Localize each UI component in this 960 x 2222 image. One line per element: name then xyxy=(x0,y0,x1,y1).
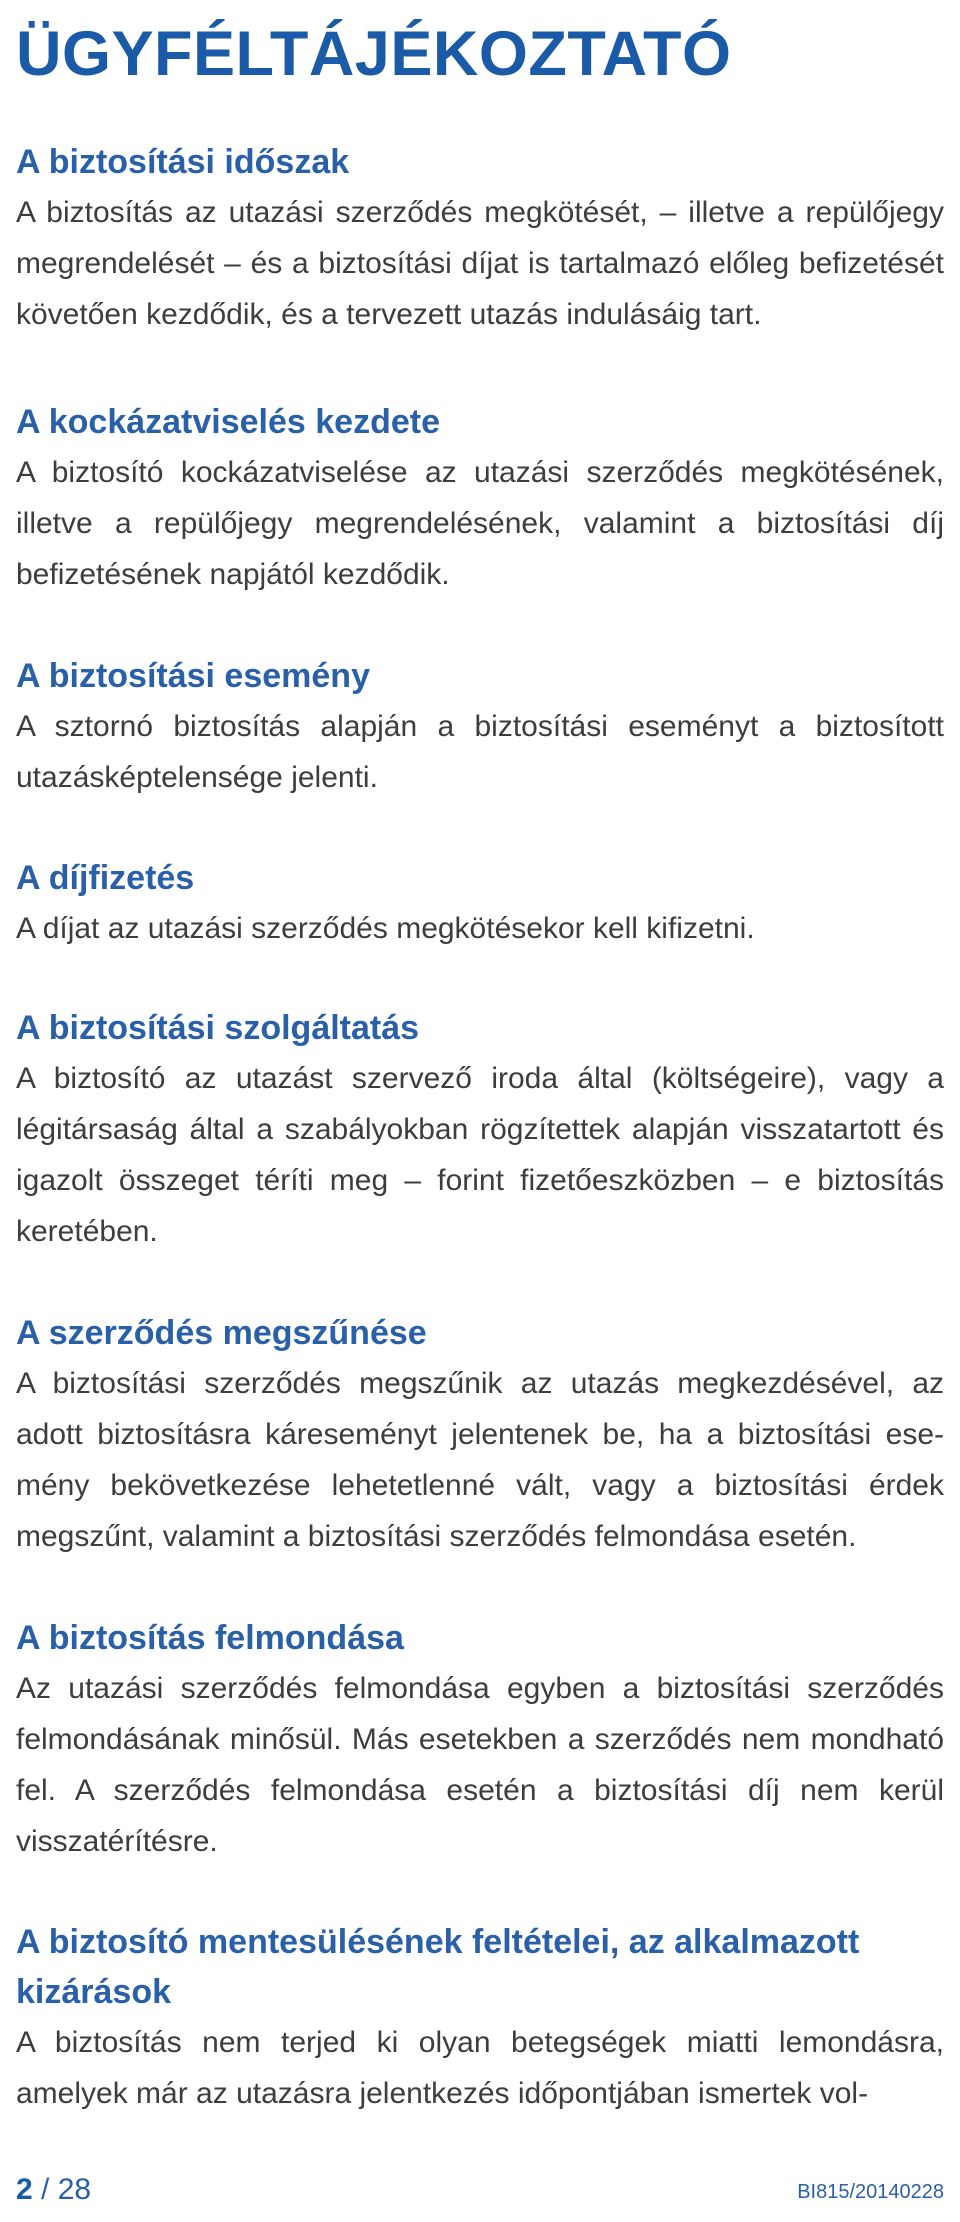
section-body: A biztosítás nem terjed ki olyan betegségek miatti lemondásra, amelyek már az utazásra jelentkezés időpontjában ismertek vol- xyxy=(16,2026,944,2110)
page-number-current: 2 xyxy=(16,2173,33,2206)
section-heading: A biztosítás felmondása xyxy=(16,1619,404,1657)
section-biztositasi-esemeny xyxy=(16,651,944,803)
document-code: BI815/20140228 xyxy=(797,2181,944,2203)
section-szerzodes-megszunese xyxy=(16,1308,944,1562)
page-footer xyxy=(0,2170,960,2210)
section-body: A biztosító kockázatviselése az utazási szerződés megkötésének, illetve a repülőjegy megrendelésének, valamint a biztosítási díj befizetésének napjától kezdődik. xyxy=(16,456,944,591)
page-number-separator: / xyxy=(32,2173,58,2206)
section-kockazatviseles-kezdete xyxy=(16,397,944,600)
section-body: A díjat az utazási szerződés megkötésekor kell kifizetni. xyxy=(16,912,755,945)
section-heading: A biztosítási szolgáltatás xyxy=(16,1009,420,1047)
section-heading: A biztosítási időszak xyxy=(16,143,350,181)
section-body: A sztornó biztosítás alapján a biztosítási eseményt a biztosított utazásképtelensége jelenti. xyxy=(16,710,944,794)
section-heading: A biztosító mentesülésének feltételei, az alkalmazott kizárások xyxy=(16,1923,860,2011)
page-title: ÜGYFÉLTÁJÉKOZTATÓ xyxy=(16,19,732,89)
section-biztositasi-szolgaltatas xyxy=(16,1003,944,1257)
section-heading: A díjfizetés xyxy=(16,859,195,897)
page-number xyxy=(16,2170,91,2210)
section-heading: A szerződés megszűnése xyxy=(16,1314,427,1352)
section-heading: A biztosítási esemény xyxy=(16,657,370,695)
section-body: A biztosítási szerződés megszűnik az utazás megkezdésével, az adott biztosításra káreseményt jelentenek be, ha a biztosítási esemény bekövetkezése lehetetlenné vált, vagy a biztosítási érdek megszűnt, valamint a biztosítási szerződés felmondása esetén. xyxy=(16,1367,944,1553)
section-heading: A kockázatviselés kezdete xyxy=(16,403,440,441)
section-body: Az utazási szerződés felmondása egyben a biztosítási szerződés felmondásának minősül. Más esetekben a szerződés nem mondható fel. A szerződés felmondása esetén a biztosítási díj nem kerül visszatérítésre. xyxy=(16,1672,944,1858)
section-body: A biztosítás az utazási szerződés megkötését, – illetve a repülőjegy megrendelését – és a biztosítási díjat is tartalmazó előleg befizetését követően kezdődik, és a tervezett utazás indulásáig tart. xyxy=(16,196,944,331)
section-biztositas-felmondasa xyxy=(16,1613,944,1867)
page-number-total: 28 xyxy=(57,2173,92,2206)
section-dijfizetes xyxy=(16,853,944,954)
section-mentesules-kizarasok xyxy=(16,1917,944,2119)
section-body: A biztosító az utazást szervező iroda által (költségeire), vagy a légitársaság által a szabályokban rögzítettek alapján visszatartott és igazolt összeget téríti meg – forint fizetőeszközben – e biztosítás keretében. xyxy=(16,1062,944,1248)
section-biztositasi-idoszak xyxy=(16,137,944,340)
